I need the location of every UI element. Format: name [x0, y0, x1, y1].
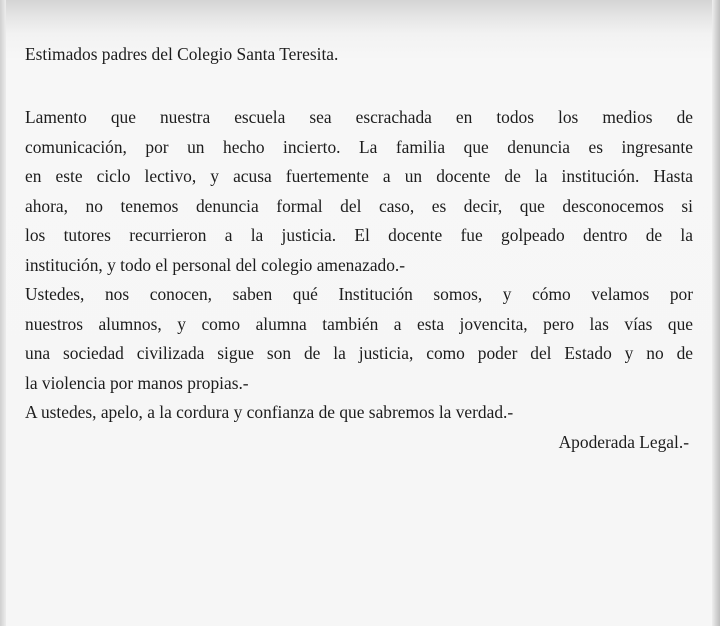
- letter-body: [25, 103, 693, 457]
- paragraph-1-line: en este ciclo lectivo, y acusa fuertemente a un docente de la institución. Hasta: [25, 166, 693, 186]
- page-left-edge: [0, 0, 6, 626]
- paragraph-1-line: ahora, no tenemos denuncia formal del caso, es decir, que desconocemos si: [25, 195, 693, 216]
- letter-greeting: Estimados padres del Colegio Santa Teresita.: [25, 44, 339, 64]
- paragraph-1-line: institución, y todo el personal del colegio amenazado.-: [25, 254, 406, 275]
- letter-content: [25, 39, 693, 457]
- letter-closing: A ustedes, apelo, a la cordura y confianza de que sabremos la verdad.-: [25, 402, 514, 422]
- paragraph-1-line: comunicación, por un hecho incierto. La familia que denuncia es ingresante: [25, 136, 693, 157]
- page-right-edge: [712, 0, 720, 626]
- paragraph-1-line: los tutores recurrieron a la justicia. El docente fue golpeado dentro de la: [25, 225, 693, 245]
- paragraph-2-line: nuestros alumnos, y como alumna también a esta jovencita, pero las vías que: [25, 313, 693, 334]
- paragraph-1-line: Lamento que nuestra escuela sea escrachada en todos los medios de: [25, 107, 693, 127]
- paragraph-2-line: una sociedad civilizada sigue son de la justicia, como poder del Estado y no de: [25, 343, 693, 363]
- paragraph-2-line: Ustedes, nos conocen, saben qué Institución somos, y cómo velamos por: [25, 284, 693, 304]
- letter-signature: Apoderada Legal.-: [558, 431, 689, 452]
- paragraph-2-line: la violencia por manos propias.-: [25, 372, 249, 393]
